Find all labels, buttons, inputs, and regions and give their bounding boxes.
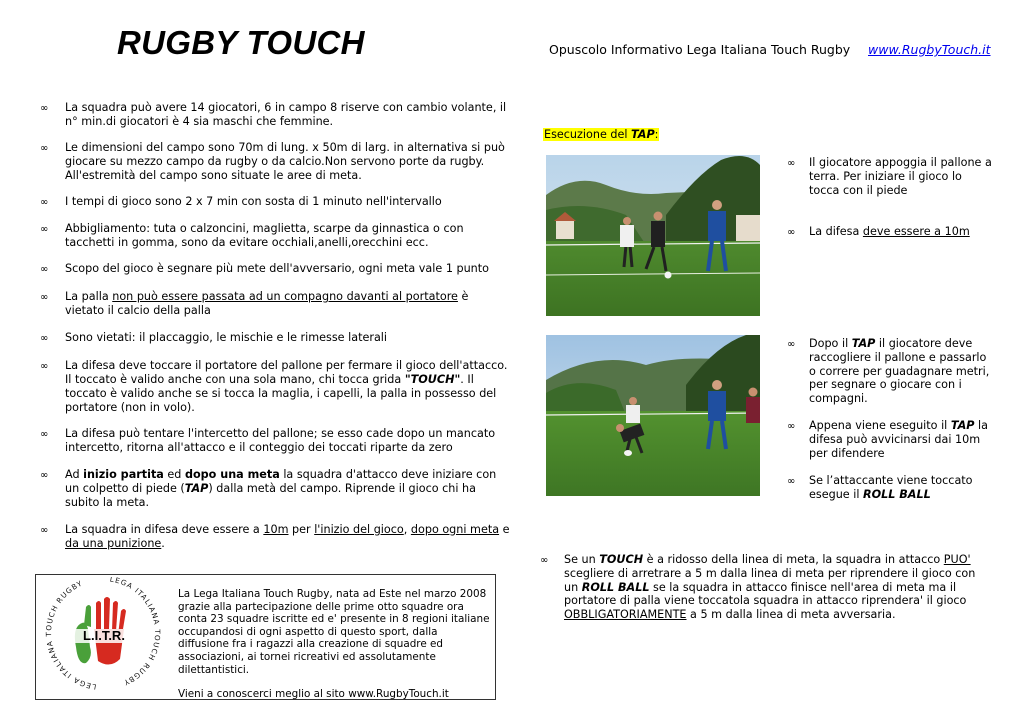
list-item: ∞ Le dimensioni del campo sono 70m di lung. x 50m di larg. in alternativa si può giocare su mezzo campo da rugby o da calcio.Non servono porte da rugby. All'estremità del campo sono situate le aree di meta. — [40, 141, 505, 182]
bullet-icon: ∞ — [40, 292, 49, 303]
info-box-text — [178, 588, 490, 701]
tap-section-label: Esecuzione del TAP: — [544, 128, 659, 141]
list-item: ∞ Scopo del gioco è segnare più mete dell'avversario, ogni meta vale 1 punto — [40, 262, 490, 275]
list-item: ∞ La palla non può essere passata ad un compagno davanti al portatore è vietato il calcio della palla — [40, 290, 469, 317]
list-item: ∞ Appena viene eseguito il TAP la difesa può avvicinarsi dai 10m per difendere — [787, 419, 988, 460]
tap-photo-1 — [546, 155, 760, 316]
bullet-icon: ∞ — [40, 470, 49, 481]
info-site-line: Vieni a conoscerci meglio al sito www.RugbyTouch.it — [178, 688, 449, 701]
list-item: ∞ La difesa può tentare l'intercetto del pallone; se esso cade dopo un mancato intercetto, ritorna all'attacco e il conteggio dei toccati riparte da zero — [40, 427, 496, 454]
info-paragraph: La Lega Italiana Touch Rugby, nata ad Este nel marzo 2008 grazie alla partecipazione delle prime otto squadre ora conta 23 squadre iscritte ed e' presente in 8 regioni italiane occupandosi di ogni aspetto di questo sport, dalla diffusione fra i ragazzi alla creazione di squadre ed associazioni, ai tornei ricreativi ed assolutamente dilettantistici. — [178, 588, 490, 676]
bullet-icon: ∞ — [40, 525, 49, 536]
bullet-icon: ∞ — [40, 264, 49, 275]
page-title: RUGBY TOUCH — [117, 24, 365, 61]
svg-text:LEGA ITALIANA TOUCH RUGBY: LEGA ITALIANA TOUCH RUGBY — [44, 578, 97, 692]
bullet-icon: ∞ — [40, 333, 49, 344]
bullet-icon: ∞ — [787, 421, 796, 432]
page-subtitle: Opuscolo Informativo Lega Italiana Touch Rugby — [549, 42, 851, 57]
list-item: ∞ La squadra può avere 14 giocatori, 6 in campo 8 riserve con cambio volante, il n° min.di giocatori è 4 sia maschi che femmine. — [40, 101, 507, 128]
bullet-icon: ∞ — [40, 197, 49, 208]
list-item: ∞ Se un TOUCH è a ridosso della linea di meta, la squadra in attacco PUO' scegliere di arretrare a 5 m dalla linea di meta per riprendere il gioco con un ROLL BALL se la squadra in attacco finisce nell'area di meta ma il portatore di palla viene toccatola squadra in attacco riprendera' il gioco OBBLIGATORIAMENTE a 5 m dalla linea di meta avversaria. — [540, 553, 976, 622]
svg-text:L.I.T.R.: L.I.T.R. — [83, 628, 125, 643]
list-item: ∞ Ad inizio partita ed dopo una meta la squadra d'attacco deve iniziare con un colpetto di piede (TAP) dalla metà del campo. Riprende il gioco chi ha subito la meta. — [40, 468, 497, 509]
bullet-icon: ∞ — [40, 429, 49, 440]
list-item: ∞ La squadra in difesa deve essere a 10m per l'inizio del gioco, dopo ogni meta e da una punizione. — [40, 523, 510, 550]
bullet-icon: ∞ — [40, 361, 49, 372]
website-link[interactable]: www.RugbyTouch.it — [868, 42, 991, 57]
list-item: ∞ Sono vietati: il placcaggio, le mischie e le rimesse laterali — [40, 331, 388, 344]
bullet-icon: ∞ — [40, 224, 49, 235]
list-item: ∞ La difesa deve toccare il portatore del pallone per fermare il gioco dell'attacco. Il toccato è valido anche con una sola mano, chi tocca grida "TOUCH". Il toccato è valido anche se si tocca la maglia, i capelli, la palla in possesso del portatore (non in volo). — [40, 359, 508, 414]
list-item: ∞ Abbigliamento: tuta o calzoncini, maglietta, scarpe da ginnastica o con tacchetti in gomma, sono da evitare occhiali,anelli,orecchini ecc. — [40, 222, 464, 249]
list-item: ∞ La difesa deve essere a 10m — [787, 225, 970, 238]
list-item: ∞ Il giocatore appoggia il pallone a terra. Per iniziare il gioco lo tocca con il piede — [787, 156, 992, 197]
list-item: ∞ Dopo il TAP il giocatore deve raccogliere il pallone e passarlo o correre per guadagnare metri, per segnare o giocare con i compagni. — [787, 337, 990, 406]
litr-logo — [38, 577, 168, 695]
svg-text:LEGA ITALIANA TOUCH RUGBY: LEGA ITALIANA TOUCH RUGBY — [109, 577, 163, 688]
bullet-icon: ∞ — [787, 339, 796, 350]
tap-photo-2 — [546, 335, 760, 496]
list-item: ∞ Se l’attaccante viene toccato esegue il ROLL BALL — [787, 474, 973, 501]
bullet-icon: ∞ — [787, 158, 796, 169]
bullet-icon: ∞ — [40, 143, 49, 154]
bullet-icon: ∞ — [787, 476, 796, 487]
list-item: ∞ I tempi di gioco sono 2 x 7 min con sosta di 1 minuto nell'intervallo — [40, 195, 442, 208]
bullet-icon: ∞ — [787, 227, 796, 238]
bullet-icon: ∞ — [40, 103, 49, 114]
bullet-icon: ∞ — [540, 555, 549, 566]
